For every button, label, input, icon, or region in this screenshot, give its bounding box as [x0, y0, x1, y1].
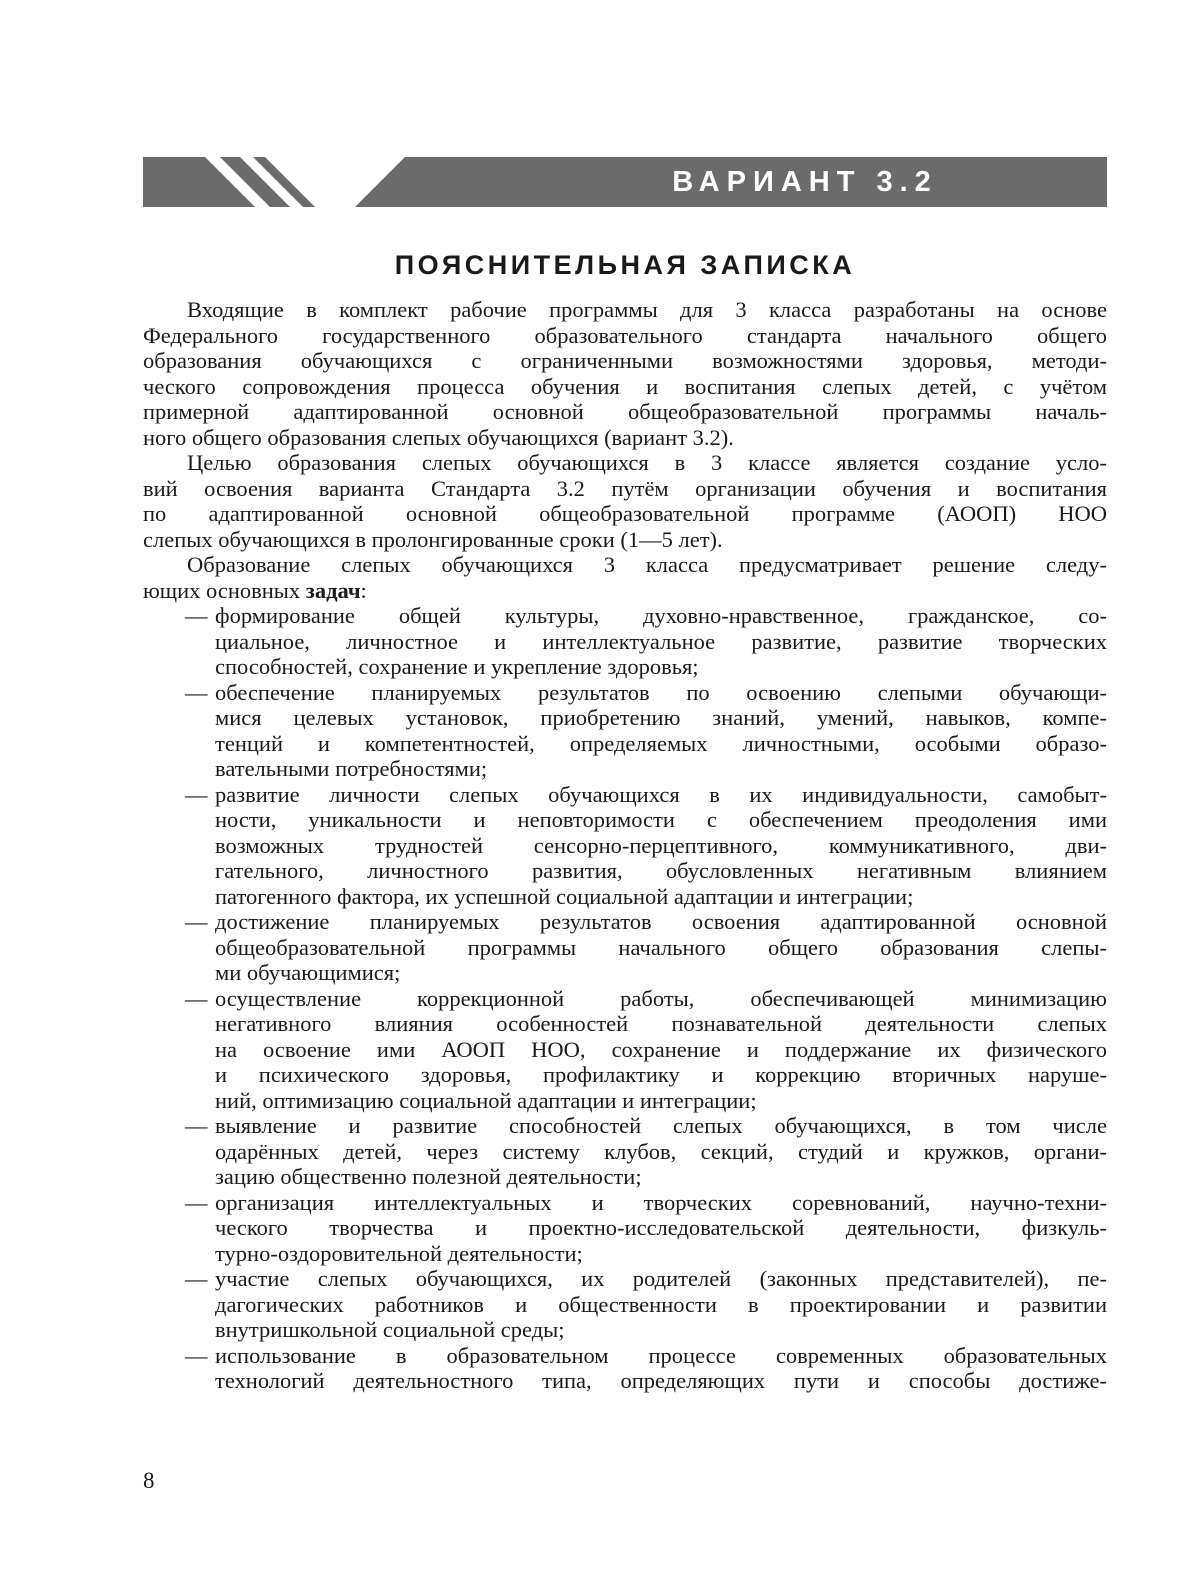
variant-title: ВАРИАНТ 3.2	[672, 166, 938, 198]
text-line: выявление и развитие способностей слепых обучающихся, в том числе	[215, 1113, 1107, 1138]
text-line: ний, оптимизацию социальной адаптации и интеграции;	[215, 1087, 757, 1113]
text-line: вательными потребностями;	[215, 756, 488, 781]
task-item	[143, 986, 1107, 1114]
text-line: ного общего образования слепых обучающихся (вариант 3.2).	[143, 424, 734, 450]
text-line: и психического здоровья, профилактику и коррекцию вторичных наруше-	[215, 1062, 1107, 1087]
task-item	[143, 1266, 1107, 1343]
text-line: примерной адаптированной основной общеобразовательной программы началь-	[143, 399, 1107, 424]
text-line: обеспечение планируемых результатов по освоению слепыми обучающи-	[215, 679, 1107, 705]
text-line: ности, уникальности и неповторимости с обеспечением преодоления ими	[215, 807, 1107, 832]
task-item	[143, 1190, 1107, 1267]
text-line: осуществление коррекционной работы, обеспечивающей минимизацию	[215, 985, 1107, 1011]
text-line: Образование слепых обучающихся 3 класса предусматривает решение следу-	[187, 552, 1107, 577]
page-number: 8	[143, 1468, 155, 1493]
text-line: возможных трудностей сенсорно-перцептивного, коммуникативного, дви-	[215, 832, 1107, 858]
tasks-intro	[143, 552, 1107, 603]
tasks-intro-prefix: ющих основных	[143, 577, 306, 603]
tasks-intro-suffix: :	[360, 577, 367, 603]
text-line: гательного, личностного развития, обусловленных негативным влиянием	[215, 858, 1107, 883]
text-line	[143, 578, 1107, 604]
task-item	[143, 909, 1107, 986]
document-body	[143, 297, 1107, 1394]
text-line: циальное, личностное и интеллектуальное развитие, развитие творческих	[215, 628, 1107, 654]
text-line: внутришкольной социальной среды;	[215, 1317, 565, 1342]
text-line: турно-оздоровительной деятельности;	[215, 1240, 583, 1266]
dash-bullet: —	[185, 679, 208, 705]
dash-bullet: —	[185, 1342, 208, 1368]
variant-banner	[143, 157, 1107, 207]
text-line: Целью образования слепых обучающихся в 3 классе является создание усло-	[187, 450, 1107, 475]
text-line: мися целевых установок, приобретению знаний, умений, навыков, компе-	[215, 705, 1107, 730]
task-item	[143, 680, 1107, 782]
text-line: формирование общей культуры, духовно-нравственное, гражданское, со-	[215, 603, 1107, 628]
dash-bullet: —	[185, 603, 208, 628]
dash-bullet: —	[185, 781, 208, 807]
task-item	[143, 603, 1107, 680]
text-line: дагогических работников и общественности в проектировании и развитии	[215, 1291, 1107, 1317]
text-line: патогенного фактора, их успешной социальной адаптации и интеграции;	[215, 883, 914, 909]
text-line: способностей, сохранение и укрепление здоровья;	[215, 654, 699, 679]
text-line: участие слепых обучающихся, их родителей (законных представителей), пе-	[215, 1266, 1107, 1291]
text-line: Входящие в комплект рабочие программы для 3 класса разработаны на основе	[187, 297, 1107, 322]
text-line: тенций и компетентностей, определяемых личностными, особыми образо-	[215, 730, 1107, 756]
text-line: ми обучающимися;	[215, 960, 401, 985]
task-item	[143, 782, 1107, 910]
text-line: слепых обучающихся в пролонгированные сроки (1—5 лет).	[143, 526, 723, 552]
dash-bullet: —	[185, 909, 208, 934]
text-line: ческого творчества и проектно-исследовательской деятельности, физкуль-	[215, 1215, 1107, 1240]
dash-bullet: —	[185, 985, 208, 1011]
text-line: организация интеллектуальных и творческих соревнований, научно-техни-	[215, 1189, 1107, 1215]
text-line: зацию общественно полезной деятельности;	[215, 1164, 642, 1189]
task-item	[143, 1343, 1107, 1394]
text-line: достижение планируемых результатов освоения адаптированной основной	[215, 909, 1107, 934]
text-line: на освоение ими АООП НОО, сохранение и поддержание их физического	[215, 1036, 1107, 1062]
text-line: Федерального государственного образовательного стандарта начального общего	[143, 322, 1107, 348]
text-line: использование в образовательном процессе современных образовательных	[215, 1342, 1107, 1368]
section-title: ПОЯСНИТЕЛЬНАЯ ЗАПИСКА	[394, 250, 856, 280]
task-item	[143, 1113, 1107, 1190]
intro-paragraph-2	[143, 450, 1107, 552]
text-line: развитие личности слепых обучающихся в их индивидуальности, самобыт-	[215, 781, 1107, 807]
text-line: общеобразовательной программы начального общего образования слепы-	[215, 934, 1107, 960]
dash-bullet: —	[185, 1113, 208, 1138]
dash-bullet: —	[185, 1266, 208, 1291]
text-line: негативного влияния особенностей познавательной деятельности слепых	[215, 1011, 1107, 1036]
text-line: по адаптированной основной общеобразовательной программе (АООП) НОО	[143, 501, 1107, 526]
text-line: технологий деятельностного типа, определяющих пути и способы достиже-	[215, 1368, 1107, 1393]
text-line: ческого сопровождения процесса обучения и воспитания слепых детей, с учётом	[143, 373, 1107, 399]
intro-paragraph-1	[143, 297, 1107, 450]
dash-bullet: —	[185, 1189, 208, 1215]
tasks-keyword: задач	[305, 577, 361, 603]
text-line: вий освоения варианта Стандарта 3.2 путём организации обучения и воспитания	[143, 475, 1107, 501]
text-line: образования обучающихся с ограниченными возможностями здоровья, методи-	[143, 348, 1107, 373]
text-line: одарённых детей, через систему клубов, секций, студий и кружков, органи-	[215, 1138, 1107, 1164]
